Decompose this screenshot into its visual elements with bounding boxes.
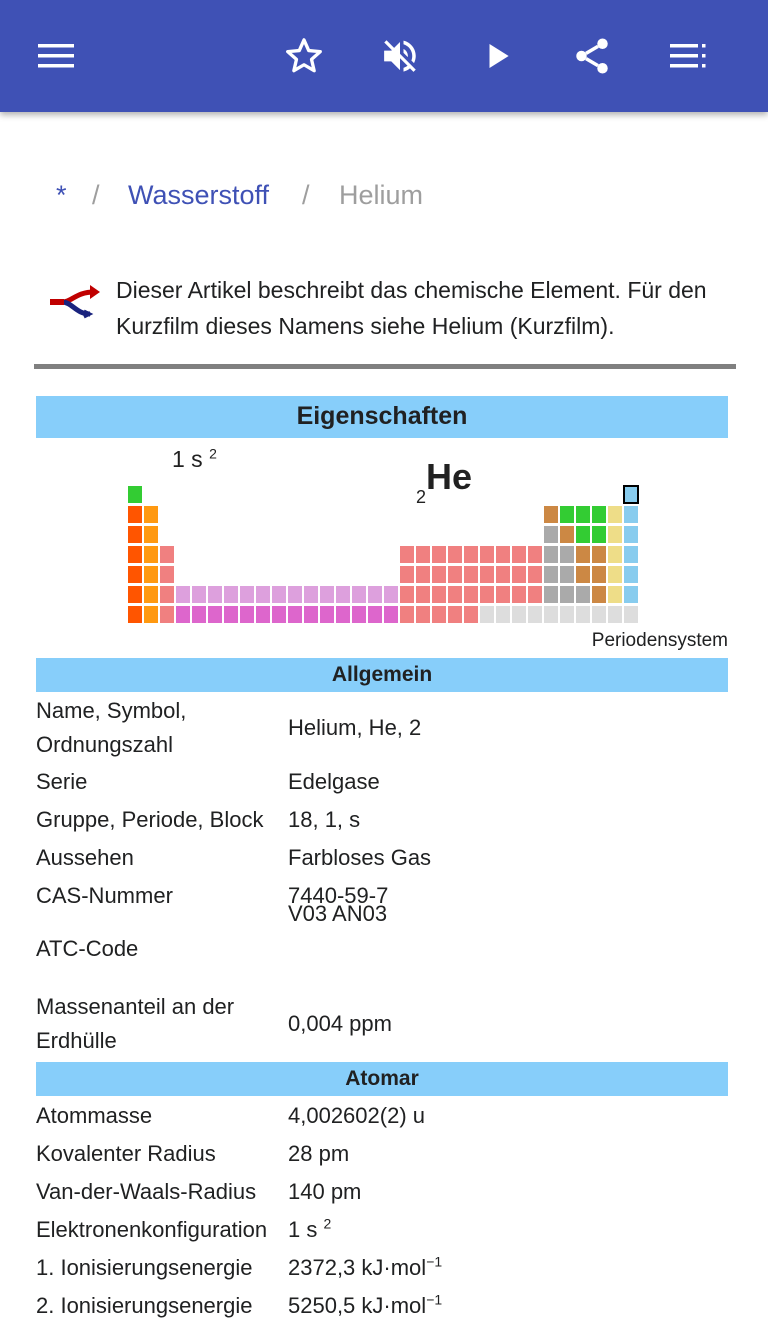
periodic-cell <box>448 606 462 623</box>
value-sup: 2 <box>323 1215 332 1232</box>
row-key: Name, Symbol, Ordnungszahl <box>36 698 187 757</box>
periodic-cell <box>544 606 558 623</box>
periodic-cell <box>624 566 638 583</box>
periodic-cell <box>320 606 334 623</box>
hatnote-text: Dieser Artikel beschreibt das chemische Element. Für den Kurzfilm dieses Namens siehe Helium (Kurzfilm). <box>116 277 707 339</box>
row-key: Massenanteil an der Erdhülle <box>36 994 235 1053</box>
play-icon <box>481 39 515 73</box>
periodic-cell <box>496 566 510 583</box>
breadcrumb-item-current: Helium <box>339 180 424 210</box>
table-row <box>36 1096 728 1134</box>
periodic-cell <box>496 586 510 603</box>
periodic-cell <box>128 546 142 563</box>
breadcrumb-item-wasserstoff[interactable]: Wasserstoff <box>128 180 270 210</box>
periodic-cell <box>448 546 462 563</box>
row-value: 7440-59-7 <box>288 883 389 908</box>
row-value: Helium, He, 2 <box>288 715 422 740</box>
periodic-cell <box>432 546 446 563</box>
periodic-cell <box>144 566 158 583</box>
periodic-cell <box>560 546 574 563</box>
periodic-cell <box>528 586 542 603</box>
periodic-cell <box>560 526 574 543</box>
periodic-cell <box>496 606 510 623</box>
periodic-cell <box>144 546 158 563</box>
periodic-cell <box>416 586 430 603</box>
row-key: 1. Ionisierungsenergie <box>36 1255 253 1280</box>
periodic-cell <box>544 526 558 543</box>
periodic-cell <box>480 566 494 583</box>
periodic-cell <box>160 606 174 623</box>
periodic-cell <box>176 606 190 623</box>
periodic-cell <box>448 586 462 603</box>
row-value: Edelgase <box>288 769 380 794</box>
infobox <box>36 396 728 1324</box>
star-outline-icon <box>283 35 325 77</box>
periodic-cell <box>624 586 638 603</box>
periodic-cell <box>128 566 142 583</box>
row-value: Farbloses Gas <box>288 845 432 870</box>
periodic-cell <box>208 586 222 603</box>
periodic-cell <box>592 606 606 623</box>
table-row <box>36 988 728 1062</box>
periodic-cell <box>272 606 286 623</box>
periodic-cell <box>176 586 190 603</box>
periodic-cell <box>480 546 494 563</box>
periodic-cell <box>512 546 526 563</box>
table-row <box>36 1286 728 1324</box>
periodic-cell <box>240 586 254 603</box>
periodic-cell <box>128 586 142 603</box>
periodic-cell <box>576 546 590 563</box>
periodic-cell <box>544 506 558 523</box>
periodic-cell <box>192 586 206 603</box>
disambiguation-icon <box>46 280 102 326</box>
periodic-cell <box>608 586 622 603</box>
mute-button[interactable] <box>376 32 424 80</box>
periodic-cell <box>400 546 414 563</box>
electron-config-label <box>172 446 217 473</box>
periodic-cell <box>128 486 142 503</box>
periodic-cell <box>384 606 398 623</box>
table-row <box>36 1134 728 1172</box>
breadcrumb-item-home[interactable]: * <box>56 180 67 210</box>
periodic-cell <box>576 526 590 543</box>
periodic-cell <box>560 566 574 583</box>
periodic-cell <box>352 606 366 623</box>
periodic-cell <box>160 586 174 603</box>
table-row <box>36 692 728 764</box>
periodic-cell <box>400 586 414 603</box>
table-row <box>36 1210 728 1248</box>
periodic-cell <box>576 506 590 523</box>
row-value: 4,002602(2) u <box>288 1103 425 1128</box>
row-key: Atommasse <box>36 1103 153 1128</box>
periodic-cell <box>624 506 638 523</box>
periodic-cell <box>512 566 526 583</box>
periodic-cell <box>432 586 446 603</box>
periodic-cell <box>592 546 606 563</box>
periodic-cell <box>592 566 606 583</box>
periodic-cell <box>288 606 302 623</box>
list-icon <box>668 41 708 71</box>
periodic-cell <box>608 506 622 523</box>
share-icon <box>571 35 613 77</box>
periodic-cell <box>544 586 558 603</box>
periodic-cell <box>624 606 638 623</box>
value-text: 5250,5 kJ·mol <box>288 1293 427 1318</box>
element-number: 2 <box>416 487 427 507</box>
element-symbol-box <box>416 456 473 507</box>
periodic-cell <box>592 586 606 603</box>
row-key: Elektronenkonfiguration <box>36 1217 268 1242</box>
menu-button[interactable] <box>32 32 80 80</box>
periodic-cell <box>608 606 622 623</box>
periodic-cell <box>416 546 430 563</box>
periodic-cell <box>368 606 382 623</box>
table-row <box>36 1248 728 1286</box>
row-key: Van-der-Waals-Radius <box>36 1179 257 1204</box>
periodic-cell <box>224 606 238 623</box>
row-value: 0,004 ppm <box>288 1011 392 1036</box>
infobox-title: Eigenschaften <box>36 396 728 438</box>
value-sup: −1 <box>426 1253 443 1270</box>
periodic-table-figure <box>36 438 728 651</box>
periodic-cell <box>416 606 430 623</box>
periodic-cell <box>560 506 574 523</box>
periodic-cell <box>608 566 622 583</box>
row-value <box>288 1289 442 1323</box>
periodic-cell <box>624 526 638 543</box>
periodic-cell <box>448 566 462 583</box>
periodic-cell <box>592 526 606 543</box>
periodic-cell <box>608 526 622 543</box>
periodic-cell <box>128 506 142 523</box>
row-key: Kovalenter Radius <box>36 1141 216 1166</box>
periodic-cell <box>272 586 286 603</box>
periodic-cell <box>384 586 398 603</box>
periodic-cell <box>576 606 590 623</box>
periodic-cell <box>352 586 366 603</box>
row-value: 140 pm <box>288 1179 362 1204</box>
periodic-cell <box>336 586 350 603</box>
row-key: Serie <box>36 769 88 794</box>
periodic-cell <box>304 586 318 603</box>
periodic-cell <box>432 566 446 583</box>
row-key: CAS-Nummer <box>36 883 173 908</box>
periodic-cell <box>624 486 638 503</box>
periodic-cell <box>400 566 414 583</box>
periodic-cell <box>544 546 558 563</box>
periodic-cell <box>144 606 158 623</box>
periodic-cell <box>128 606 142 623</box>
periodic-table-caption: Periodensystem <box>591 630 728 651</box>
periodic-cell <box>256 586 270 603</box>
menu-icon <box>36 41 76 71</box>
periodic-cell <box>624 546 638 563</box>
element-symbol: He <box>426 456 473 497</box>
row-key: Aussehen <box>36 845 134 870</box>
table-row <box>36 802 728 840</box>
breadcrumb-separator: / <box>92 180 100 210</box>
periodic-cell <box>400 606 414 623</box>
row-value: 18, 1, s <box>288 807 361 832</box>
periodic-cell <box>464 606 478 623</box>
periodic-cell <box>480 586 494 603</box>
app-bar <box>0 0 768 112</box>
periodic-cell <box>224 586 238 603</box>
periodic-cell <box>528 566 542 583</box>
periodic-cell <box>368 586 382 603</box>
periodic-cell <box>608 546 622 563</box>
volume-off-icon <box>379 35 421 77</box>
periodic-cell <box>576 566 590 583</box>
periodic-cell <box>464 566 478 583</box>
periodic-cell <box>544 566 558 583</box>
periodic-cell <box>144 586 158 603</box>
row-key: Gruppe, Periode, Block <box>36 807 264 832</box>
periodic-cell <box>144 506 158 523</box>
periodic-cell <box>416 566 430 583</box>
bookmark-button[interactable] <box>280 32 328 80</box>
periodic-cell <box>432 606 446 623</box>
value-text: 2372,3 kJ·mol <box>288 1255 427 1280</box>
periodic-cell <box>576 586 590 603</box>
breadcrumb-separator: / <box>302 180 310 210</box>
play-button[interactable] <box>474 32 522 80</box>
row-key: ATC-Code <box>36 936 139 961</box>
periodic-cell <box>288 586 302 603</box>
value-sup: −1 <box>426 1291 443 1308</box>
electron-config-text: 1 s <box>172 446 203 472</box>
periodic-cell <box>496 546 510 563</box>
value-text: 1 s <box>288 1217 318 1242</box>
electron-config-sup: 2 <box>209 445 217 462</box>
share-button[interactable] <box>568 32 616 80</box>
table-row <box>36 840 728 878</box>
table-row <box>36 1172 728 1210</box>
periodic-cell <box>560 606 574 623</box>
periodic-cell <box>160 546 174 563</box>
periodic-cell <box>480 606 494 623</box>
row-value-link[interactable]: V03 AN03 <box>288 901 388 926</box>
periodic-cell <box>160 566 174 583</box>
section-header-allgemein: Allgemein <box>36 658 728 692</box>
periodic-cell <box>128 526 142 543</box>
table-row <box>36 901 728 988</box>
periodic-cell <box>320 586 334 603</box>
periodic-cell <box>256 606 270 623</box>
periodic-cell <box>560 586 574 603</box>
hatnote <box>34 272 736 369</box>
section-header-atomar: Atomar <box>36 1062 728 1096</box>
row-value: 28 pm <box>288 1141 350 1166</box>
periodic-cell <box>528 546 542 563</box>
contents-button[interactable] <box>664 32 712 80</box>
periodic-cell <box>336 606 350 623</box>
periodic-cell <box>528 606 542 623</box>
periodic-cell <box>304 606 318 623</box>
table-row <box>36 764 728 802</box>
row-value <box>288 1213 331 1247</box>
periodic-cell <box>464 546 478 563</box>
row-key: 2. Ionisierungsenergie <box>36 1293 253 1318</box>
periodic-cell <box>592 506 606 523</box>
periodic-cell <box>512 586 526 603</box>
periodic-cell <box>144 526 158 543</box>
periodic-cell <box>512 606 526 623</box>
periodic-cell <box>240 606 254 623</box>
periodic-cell <box>192 606 206 623</box>
periodic-cell <box>208 606 222 623</box>
periodic-cell <box>464 586 478 603</box>
